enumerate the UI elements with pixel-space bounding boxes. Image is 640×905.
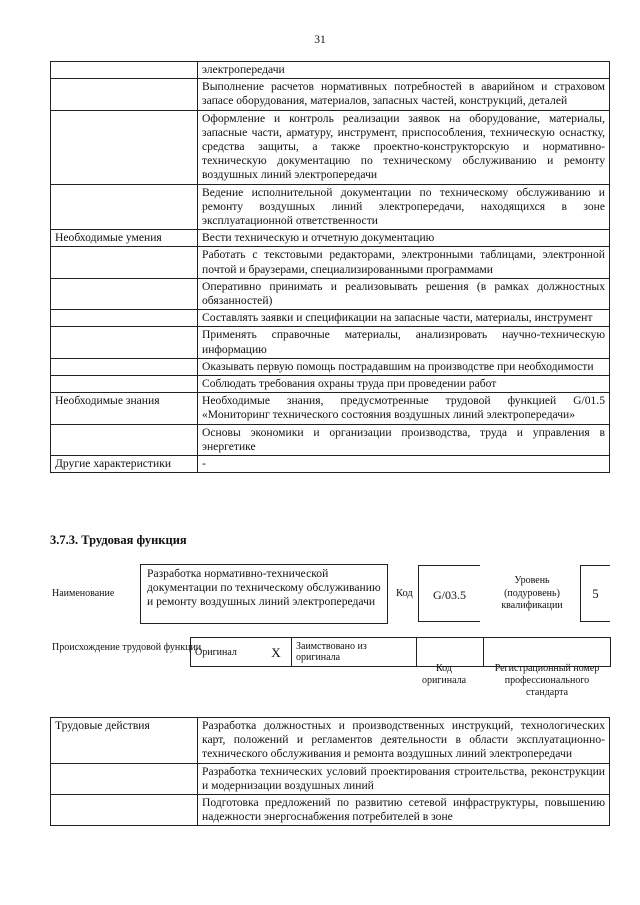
- table-cell: Вести техническую и отчетную документацию: [198, 230, 610, 247]
- level-box: 5: [580, 565, 610, 622]
- table-cell: Применять справочные материалы, анализировать научно-техническую информацию: [198, 327, 610, 358]
- table-row: [51, 393, 610, 424]
- caption-reg: Регистрационный номер профессионального стандарта: [494, 663, 600, 698]
- table-row: [51, 718, 610, 764]
- table-cell: Составлять заявки и спецификации на запасные части, материалы, инструмент: [198, 310, 610, 327]
- table-cell: Оформление и контроль реализации заявок на оборудование, материалы, запасные части, арматуру, инструмент, приспособления, техническую оснастку, средства защиты, а также проектно-конструкторскую и нормативно-техническую документацию по техническому обслуживанию и ремонту воздушных линий электропередачи: [198, 110, 610, 184]
- table-cell: -: [198, 456, 610, 473]
- other-label: Другие характеристики: [51, 456, 198, 473]
- table-cell: Ведение исполнительной документации по техническому обслуживанию и ремонту воздушных линий электропередачи, находящихся в зоне эксплуатационной ответственности: [198, 184, 610, 230]
- level-label: Уровень (подуровень) квалификации: [501, 575, 563, 611]
- table-row: [51, 110, 610, 184]
- table-cell: Оказывать первую помощь пострадавшим на производстве при необходимости: [198, 358, 610, 375]
- function-name-box: Разработка нормативно-технической документации по техническому обслуживанию и ремонту воздушных линий электропередачи: [140, 564, 388, 624]
- table-cell: электропередачи: [198, 62, 610, 79]
- table-cell: Работать с текстовыми редакторами, электронными таблицами, электронной почтой и браузерами, специализированными программами: [198, 247, 610, 278]
- table-row: [51, 278, 610, 309]
- table-row: [51, 62, 610, 79]
- kod-label: Код: [396, 588, 413, 599]
- table-row: [51, 424, 610, 455]
- row-label: [51, 376, 198, 393]
- section-title: 3.7.3. Трудовая функция: [50, 533, 187, 547]
- table-cell: Соблюдать требования охраны труда при проведении работ: [198, 376, 610, 393]
- original-mark: X: [261, 638, 292, 667]
- knowledge-label: Необходимые знания: [51, 393, 198, 424]
- table-cell: Необходимые знания, предусмотренные трудовой функцией G/01.5 «Мониторинг технического состояния воздушных линий электропередачи»: [198, 393, 610, 424]
- borrowed-label: Заимствовано из оригинала: [292, 638, 417, 667]
- table-row: [51, 247, 610, 278]
- actions-label: Трудовые действия: [51, 718, 198, 764]
- caption-kod: Код оригинала: [421, 663, 467, 686]
- actions-table: [50, 717, 610, 826]
- table-row: [51, 310, 610, 327]
- row-label: [51, 247, 198, 278]
- table-cell: Подготовка предложений по развитию сетевой инфраструктуры, повышению надежности энергоснабжения потребителей в зоне: [198, 795, 610, 826]
- table-row: [51, 79, 610, 110]
- table-cell: Разработка должностных и производственных инструкций, технологических карт, положений и регламентов деятельности в области эксплуатационно-технического обслуживания и ремонта воздушных линий электропередачи: [198, 718, 610, 764]
- row-label: [51, 79, 198, 110]
- table-row: [51, 327, 610, 358]
- table-cell: Оперативно принимать и реализовывать решения (в рамках должностных обязанностей): [198, 278, 610, 309]
- table-row: [51, 795, 610, 826]
- row-label: [51, 62, 198, 79]
- requirements-table: [50, 61, 610, 473]
- kod-box: G/03.5: [418, 565, 480, 622]
- table-row: [51, 358, 610, 375]
- row-label: [51, 327, 198, 358]
- row-label: [51, 763, 198, 794]
- row-label: [51, 110, 198, 184]
- name-label: Наименование: [52, 588, 115, 599]
- row-label: [51, 358, 198, 375]
- table-row: [51, 376, 610, 393]
- row-label: [51, 310, 198, 327]
- row-label: [51, 424, 198, 455]
- page-number: 31: [314, 34, 326, 46]
- origin-label: Происхождение трудовой функции: [52, 642, 202, 653]
- row-label: [51, 795, 198, 826]
- original-label: Оригинал: [191, 638, 262, 667]
- table-cell: Выполнение расчетов нормативных потребностей в аварийном и страховом запасе оборудования, материалов, запасных частей, конструкций, деталей: [198, 79, 610, 110]
- row-label: [51, 278, 198, 309]
- table-row: [51, 230, 610, 247]
- table-row: [51, 184, 610, 230]
- row-label: [51, 184, 198, 230]
- table-cell: Основы экономики и организации производства, труда и управления в энергетике: [198, 424, 610, 455]
- table-row: [51, 763, 610, 794]
- skills-label: Необходимые умения: [51, 230, 198, 247]
- table-cell: Разработка технических условий проектирования строительства, реконструкции и модернизации воздушных линий: [198, 763, 610, 794]
- table-row: [51, 456, 610, 473]
